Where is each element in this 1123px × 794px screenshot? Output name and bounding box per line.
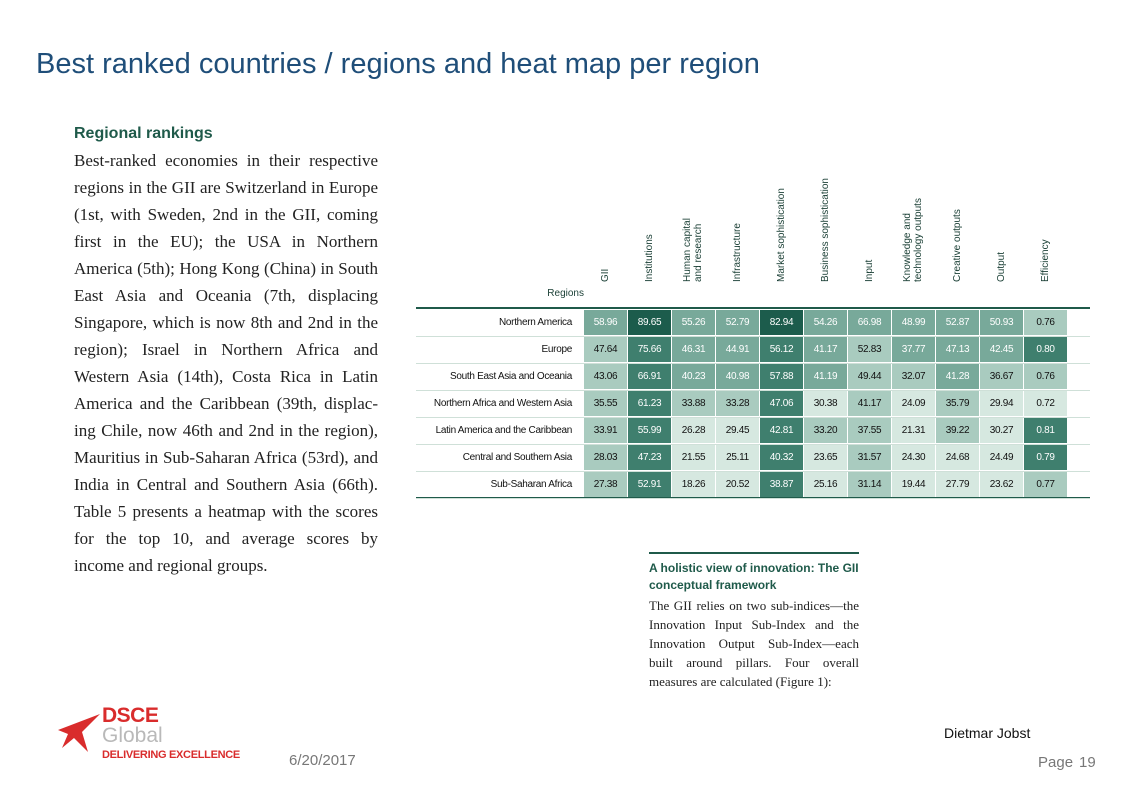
- column-header: [996, 252, 1007, 282]
- column-header-line: Creative outputs: [951, 209, 963, 282]
- column-header: [644, 234, 655, 282]
- table-cell: 47.06: [760, 391, 803, 416]
- table-cell: 46.31: [672, 337, 715, 362]
- table-cell: 19.44: [892, 472, 935, 497]
- table-cell: 42.45: [980, 337, 1023, 362]
- table-cell: 31.14: [848, 472, 891, 497]
- table-cell: 75.66: [628, 337, 671, 362]
- table-cell: 25.11: [716, 445, 759, 470]
- table-cell: 33.28: [716, 391, 759, 416]
- table-cell: 57.88: [760, 364, 803, 389]
- table-row: [416, 417, 1090, 445]
- table-row: [416, 444, 1090, 472]
- page-number: 19: [1079, 754, 1096, 771]
- regional-rankings-text: [74, 125, 378, 579]
- slide-title: Best ranked countries / regions and heat map per region: [36, 48, 760, 80]
- table-cell: 41.17: [804, 337, 847, 362]
- row-region-label: Central and Southern Asia: [462, 452, 572, 463]
- table-cell: 43.06: [584, 364, 627, 389]
- column-header-line: Infrastructure: [731, 223, 743, 282]
- table-cell: 47.23: [628, 445, 671, 470]
- table-cell: 56.12: [760, 337, 803, 362]
- table-cell: 44.91: [716, 337, 759, 362]
- column-header-line: Knowledge and: [902, 213, 913, 282]
- table-cell: 41.17: [848, 391, 891, 416]
- table-cell: 21.31: [892, 418, 935, 443]
- slide-date: 6/20/2017: [289, 752, 356, 769]
- column-header-line: technology outputs: [913, 198, 924, 282]
- table-cell: 40.32: [760, 445, 803, 470]
- column-header: [732, 223, 743, 282]
- table-cell: 30.38: [804, 391, 847, 416]
- table-cell: 28.03: [584, 445, 627, 470]
- column-header: [776, 188, 787, 282]
- column-header: [820, 178, 831, 282]
- table-cell: 23.62: [980, 472, 1023, 497]
- logo-line-2: Global: [102, 724, 163, 747]
- table-cell: 66.98: [848, 310, 891, 335]
- column-header: [682, 218, 704, 282]
- table-cell: 23.65: [804, 445, 847, 470]
- table-cell: 18.26: [672, 472, 715, 497]
- table-cell: 42.81: [760, 418, 803, 443]
- table-cell: 55.26: [672, 310, 715, 335]
- logo-star-icon: [56, 710, 102, 756]
- table-cell: 33.20: [804, 418, 847, 443]
- table-cell: 0.81: [1024, 418, 1067, 443]
- column-header: [600, 269, 611, 282]
- table-row: [416, 471, 1090, 499]
- slide-author: Dietmar Jobst: [944, 725, 1031, 741]
- table-row: [416, 390, 1090, 418]
- gii-framework-box: [649, 552, 859, 691]
- row-region-label: Sub-Saharan Africa: [490, 479, 572, 490]
- table-cell: 66.91: [628, 364, 671, 389]
- regional-heatmap-table: [416, 170, 1090, 500]
- column-header-line: GII: [599, 268, 611, 282]
- table-cell: 0.77: [1024, 472, 1067, 497]
- table-cell: 0.76: [1024, 364, 1067, 389]
- table-cell: 82.94: [760, 310, 803, 335]
- table-cell: 0.80: [1024, 337, 1067, 362]
- table-cell: 36.67: [980, 364, 1023, 389]
- table-cell: 38.87: [760, 472, 803, 497]
- column-header-line: Institutions: [643, 234, 655, 282]
- column-header-line: Human capital: [682, 218, 693, 282]
- column-header-line: and research: [693, 223, 704, 282]
- table-cell: 48.99: [892, 310, 935, 335]
- row-region-label: Latin America and the Caribbean: [435, 425, 572, 436]
- table-cell: 37.55: [848, 418, 891, 443]
- column-header: [864, 260, 875, 282]
- table-cell: 0.79: [1024, 445, 1067, 470]
- table-cell: 39.22: [936, 418, 979, 443]
- box-top-rule: [649, 552, 859, 554]
- table-cell: 50.93: [980, 310, 1023, 335]
- table-cell: 54.26: [804, 310, 847, 335]
- column-header-line: Market sophistication: [775, 188, 787, 282]
- table-cell: 21.55: [672, 445, 715, 470]
- table-cell: 25.16: [804, 472, 847, 497]
- table-cell: 33.88: [672, 391, 715, 416]
- regions-column-header: Regions: [547, 288, 584, 299]
- page-label: Page: [1038, 754, 1074, 771]
- table-cell: 52.87: [936, 310, 979, 335]
- gii-framework-heading: A holistic view of innovation: The GII conceptual framework: [649, 561, 859, 592]
- table-cell: 61.23: [628, 391, 671, 416]
- column-header-line: Output: [995, 251, 1007, 282]
- table-cell: 35.55: [584, 391, 627, 416]
- table-cell: 58.96: [584, 310, 627, 335]
- column-header: [902, 198, 924, 282]
- gii-framework-body: The GII relies on two sub-indices—the Innovation Input Sub-Index and the Innovation Output Sub-Index—each built around pillars. Four overall measures are calculated (Figure 1):: [649, 598, 859, 689]
- table-cell: 47.64: [584, 337, 627, 362]
- table-cell: 24.68: [936, 445, 979, 470]
- column-header: [1040, 239, 1051, 282]
- table-cell: 30.27: [980, 418, 1023, 443]
- table-row: [416, 363, 1090, 391]
- table-cell: 89.65: [628, 310, 671, 335]
- regional-rankings-heading: Regional rankings: [74, 125, 213, 142]
- table-cell: 29.45: [716, 418, 759, 443]
- table-cell: 24.09: [892, 391, 935, 416]
- table-cell: 40.23: [672, 364, 715, 389]
- table-cell: 32.07: [892, 364, 935, 389]
- column-header: [952, 209, 963, 282]
- column-header-line: Efficiency: [1039, 239, 1051, 282]
- row-region-label: South East Asia and Oceania: [450, 371, 572, 382]
- row-region-label: Northern America: [498, 317, 572, 328]
- table-cell: 26.28: [672, 418, 715, 443]
- table-cell: 0.76: [1024, 310, 1067, 335]
- table-cell: 27.38: [584, 472, 627, 497]
- column-header-line: Business sophistication: [819, 178, 831, 282]
- table-row: [416, 309, 1090, 337]
- table-cell: 27.79: [936, 472, 979, 497]
- row-region-label: Northern Africa and Western Asia: [433, 398, 572, 409]
- table-cell: 47.13: [936, 337, 979, 362]
- table-cell: 52.83: [848, 337, 891, 362]
- table-cell: 52.91: [628, 472, 671, 497]
- page-indicator: [1038, 754, 1096, 771]
- table-cell: 31.57: [848, 445, 891, 470]
- dsce-global-logo: [56, 704, 246, 764]
- column-header-line: Input: [863, 259, 875, 282]
- logo-tagline: DELIVERING EXCELLENCE: [102, 749, 240, 761]
- table-cell: 35.79: [936, 391, 979, 416]
- table-cell: 24.30: [892, 445, 935, 470]
- table-cell: 55.99: [628, 418, 671, 443]
- regional-rankings-body: Best-ranked economies in their respective regions in the GII are Switzerland in Europe (1st, with Sweden, 2nd in the GII, coming first in the EU); the USA in Northern America (5th); Hong Kong (China) in South East Asia and Oceania (7th, displacing Singapore, which is now 8th and 2nd in the region); Israel in Northern Africa and Western Asia (14th), Costa Rica in Latin America and the Caribbean (39th, displac-ing Chile, now 46th and 2nd in the region), Mauritius in Sub-Saharan Africa (53rd), and India in Central and Southern Asia (66th). Table 5 presents a heatmap with the scores for the top 10, and average scores by income and regional groups.: [74, 151, 378, 575]
- table-cell: 41.19: [804, 364, 847, 389]
- table-cell: 40.98: [716, 364, 759, 389]
- table-cell: 52.79: [716, 310, 759, 335]
- table-cell: 0.72: [1024, 391, 1067, 416]
- logo-line-1: DSCE: [102, 704, 159, 727]
- table-row: [416, 336, 1090, 364]
- table-cell: 41.28: [936, 364, 979, 389]
- table-cell: 20.52: [716, 472, 759, 497]
- row-region-label: Europe: [541, 344, 572, 355]
- table-cell: 29.94: [980, 391, 1023, 416]
- table-cell: 33.91: [584, 418, 627, 443]
- table-cell: 24.49: [980, 445, 1023, 470]
- table-cell: 37.77: [892, 337, 935, 362]
- table-cell: 49.44: [848, 364, 891, 389]
